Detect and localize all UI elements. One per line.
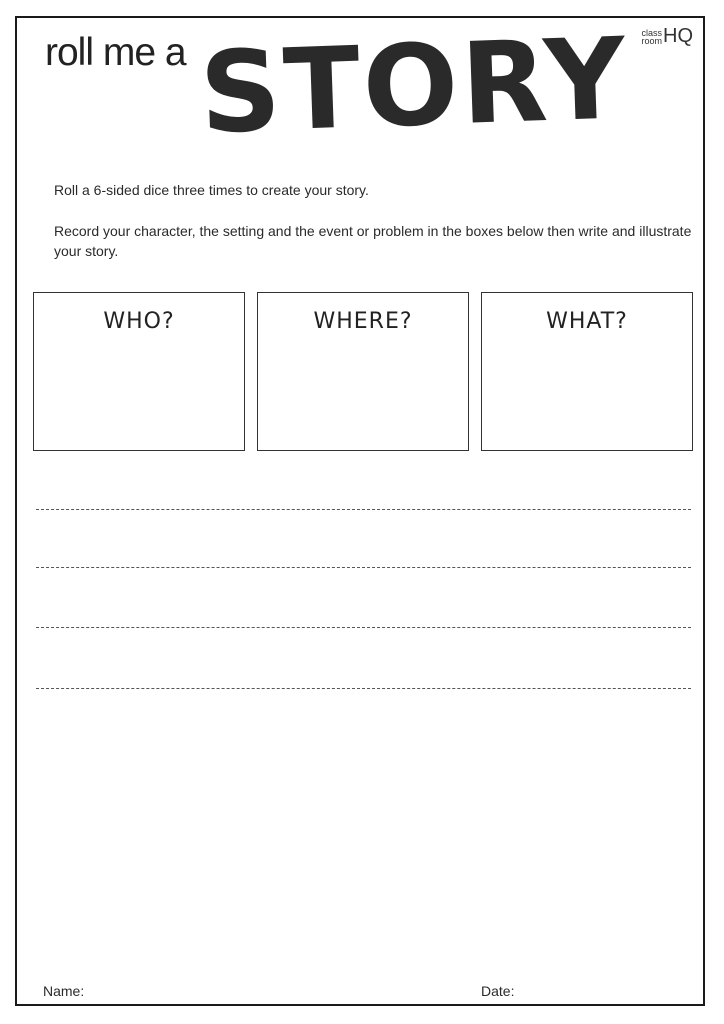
what-box[interactable] xyxy=(481,292,693,451)
who-label: WHO? xyxy=(103,309,175,334)
date-label: Date: xyxy=(481,983,515,999)
writing-line[interactable] xyxy=(36,567,691,568)
writing-line[interactable] xyxy=(36,627,691,628)
instruction-roll: Roll a 6-sided dice three times to create your story. xyxy=(54,182,369,198)
logo-line-class: class xyxy=(641,27,662,38)
instruction-record: Record your character, the setting and the event or problem in the boxes below then write and illustrate your story. xyxy=(54,223,692,259)
worksheet-page xyxy=(15,16,705,1006)
who-box[interactable] xyxy=(33,292,245,451)
classroom-hq-logo xyxy=(641,25,693,47)
where-label: WHERE? xyxy=(313,309,413,334)
title-main: STORY xyxy=(197,14,631,159)
what-label: WHAT? xyxy=(546,309,628,334)
logo-text-stack xyxy=(641,29,662,45)
logo-line-room: room xyxy=(641,35,662,46)
where-box[interactable] xyxy=(257,292,469,451)
writing-line[interactable] xyxy=(36,688,691,689)
name-label: Name: xyxy=(43,983,85,999)
writing-line[interactable] xyxy=(36,509,691,510)
title-prefix: roll me a xyxy=(45,31,186,74)
logo-hq: HQ xyxy=(663,25,693,47)
